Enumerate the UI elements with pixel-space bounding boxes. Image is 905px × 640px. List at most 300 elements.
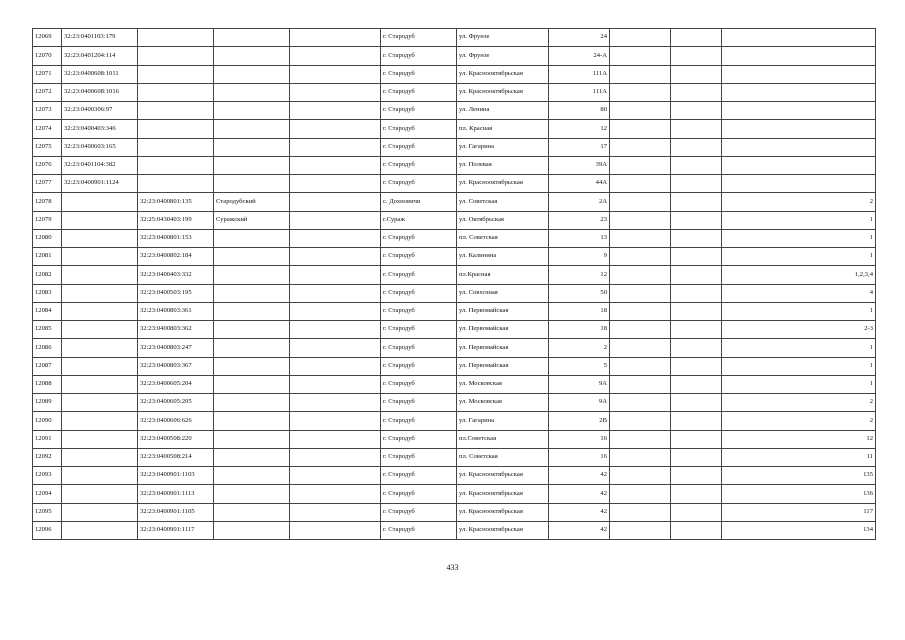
cadastral-number-alt-cell	[138, 83, 214, 101]
premises-number-cell: 11	[722, 448, 876, 466]
extra-cell-3	[671, 284, 722, 302]
cadastral-number-alt-cell: 32:23:0400801:153	[138, 229, 214, 247]
district-cell	[214, 248, 290, 266]
extra-cell	[290, 193, 381, 211]
house-number-cell: 80	[549, 102, 610, 120]
extra-cell	[290, 302, 381, 320]
premises-number-cell	[722, 156, 876, 174]
extra-cell	[290, 503, 381, 521]
street-cell: ул. Ленина	[457, 102, 549, 120]
cadastral-number-cell	[62, 339, 138, 357]
settlement-cell: г. Стародуб	[381, 339, 457, 357]
row-index-cell: 12094	[33, 485, 62, 503]
street-cell: ул. Краснооктябрьская	[457, 65, 549, 83]
cadastral-number-alt-cell	[138, 65, 214, 83]
district-cell	[214, 47, 290, 65]
extra-cell	[290, 284, 381, 302]
settlement-cell: г. Стародуб	[381, 357, 457, 375]
table-row	[33, 302, 876, 320]
house-number-cell: 18	[549, 302, 610, 320]
row-index-cell: 12092	[33, 448, 62, 466]
cadastral-number-alt-cell: 32:23:0400605:205	[138, 394, 214, 412]
house-number-cell: 5	[549, 357, 610, 375]
extra-cell	[290, 430, 381, 448]
row-index-cell: 12086	[33, 339, 62, 357]
row-index-cell: 12083	[33, 284, 62, 302]
extra-cell	[290, 175, 381, 193]
district-cell	[214, 521, 290, 539]
settlement-cell: г. Стародуб	[381, 375, 457, 393]
street-cell: ул. Советская	[457, 193, 549, 211]
district-cell	[214, 229, 290, 247]
extra-cell-3	[671, 193, 722, 211]
cadastral-number-cell	[62, 467, 138, 485]
district-cell: Стародубский	[214, 193, 290, 211]
house-number-cell: 24	[549, 29, 610, 47]
register-table	[32, 28, 876, 540]
settlement-cell: г. Стародуб	[381, 175, 457, 193]
house-number-cell: 42	[549, 467, 610, 485]
extra-cell	[290, 102, 381, 120]
settlement-cell: г. Стародуб	[381, 266, 457, 284]
district-cell	[214, 284, 290, 302]
cadastral-number-alt-cell: 32:23:0400803:362	[138, 321, 214, 339]
settlement-cell: г. Стародуб	[381, 120, 457, 138]
house-number-cell: 12	[549, 266, 610, 284]
house-number-cell: 18	[549, 321, 610, 339]
extra-cell	[290, 120, 381, 138]
extra-cell	[290, 412, 381, 430]
table-row	[33, 467, 876, 485]
extra-cell	[290, 248, 381, 266]
street-cell: пл.Красная	[457, 266, 549, 284]
extra-cell	[290, 321, 381, 339]
table-row	[33, 394, 876, 412]
street-cell: ул. Краснооктябрьская	[457, 503, 549, 521]
extra-cell-2	[610, 339, 671, 357]
cadastral-number-cell: 32:23:0401103:179	[62, 29, 138, 47]
settlement-cell: г. Стародуб	[381, 65, 457, 83]
settlement-cell: г. Стародуб	[381, 321, 457, 339]
extra-cell-2	[610, 29, 671, 47]
row-index-cell: 12095	[33, 503, 62, 521]
street-cell: ул. Краснооктябрьская	[457, 521, 549, 539]
cadastral-number-cell: 32:23:0400608:1011	[62, 65, 138, 83]
extra-cell-3	[671, 302, 722, 320]
cadastral-number-cell: 32:23:0401204:114	[62, 47, 138, 65]
cadastral-number-alt-cell: 32:23:0400803:367	[138, 357, 214, 375]
row-index-cell: 12078	[33, 193, 62, 211]
street-cell: ул. Первомайская	[457, 357, 549, 375]
street-cell: ул. Октябрьская	[457, 211, 549, 229]
premises-number-cell: 1	[722, 302, 876, 320]
extra-cell-2	[610, 193, 671, 211]
extra-cell-2	[610, 430, 671, 448]
extra-cell	[290, 448, 381, 466]
table-row	[33, 229, 876, 247]
extra-cell	[290, 83, 381, 101]
house-number-cell: 9А	[549, 375, 610, 393]
cadastral-number-cell	[62, 193, 138, 211]
district-cell	[214, 430, 290, 448]
table-row	[33, 448, 876, 466]
row-index-cell: 12084	[33, 302, 62, 320]
settlement-cell: г. Стародуб	[381, 156, 457, 174]
house-number-cell: 23	[549, 211, 610, 229]
cadastral-number-cell: 32:23:0400306:97	[62, 102, 138, 120]
cadastral-number-alt-cell	[138, 138, 214, 156]
house-number-cell: 2А	[549, 193, 610, 211]
cadastral-number-alt-cell: 32:23:0400803:247	[138, 339, 214, 357]
extra-cell	[290, 375, 381, 393]
house-number-cell: 42	[549, 485, 610, 503]
row-index-cell: 12089	[33, 394, 62, 412]
street-cell: ул. Калинина	[457, 248, 549, 266]
extra-cell-3	[671, 485, 722, 503]
register-table-body	[33, 29, 876, 540]
extra-cell-3	[671, 248, 722, 266]
cadastral-number-alt-cell: 32:23:0400508:214	[138, 448, 214, 466]
premises-number-cell: 1	[722, 375, 876, 393]
settlement-cell: г. Стародуб	[381, 138, 457, 156]
extra-cell-3	[671, 375, 722, 393]
row-index-cell: 12073	[33, 102, 62, 120]
table-row	[33, 430, 876, 448]
extra-cell-3	[671, 448, 722, 466]
extra-cell-2	[610, 467, 671, 485]
row-index-cell: 12080	[33, 229, 62, 247]
district-cell	[214, 138, 290, 156]
premises-number-cell: 135	[722, 467, 876, 485]
extra-cell-3	[671, 47, 722, 65]
extra-cell-2	[610, 138, 671, 156]
settlement-cell: г. Стародуб	[381, 284, 457, 302]
settlement-cell: г. Стародуб	[381, 394, 457, 412]
row-index-cell: 12087	[33, 357, 62, 375]
cadastral-number-alt-cell: 32:23:0400605:204	[138, 375, 214, 393]
premises-number-cell: 2-3	[722, 321, 876, 339]
cadastral-number-cell	[62, 284, 138, 302]
extra-cell-3	[671, 229, 722, 247]
settlement-cell: г. Стародуб	[381, 503, 457, 521]
street-cell: пл. Красная	[457, 120, 549, 138]
cadastral-number-alt-cell	[138, 175, 214, 193]
settlement-cell: г.Сураж	[381, 211, 457, 229]
cadastral-number-alt-cell: 32:23:0400803:361	[138, 302, 214, 320]
settlement-cell: г. Стародуб	[381, 248, 457, 266]
house-number-cell: 16	[549, 448, 610, 466]
house-number-cell: 2В	[549, 412, 610, 430]
cadastral-number-alt-cell: 32:23:0400403:332	[138, 266, 214, 284]
cadastral-number-cell	[62, 375, 138, 393]
extra-cell-2	[610, 503, 671, 521]
page-number: 433	[446, 563, 459, 572]
premises-number-cell: 2	[722, 412, 876, 430]
extra-cell-2	[610, 302, 671, 320]
district-cell	[214, 357, 290, 375]
street-cell: ул. Первомайская	[457, 339, 549, 357]
row-index-cell: 12091	[33, 430, 62, 448]
table-row	[33, 211, 876, 229]
extra-cell-3	[671, 430, 722, 448]
extra-cell-3	[671, 412, 722, 430]
house-number-cell: 9	[549, 248, 610, 266]
extra-cell-2	[610, 266, 671, 284]
row-index-cell: 12077	[33, 175, 62, 193]
settlement-cell: г. Стародуб	[381, 302, 457, 320]
district-cell	[214, 302, 290, 320]
extra-cell-2	[610, 321, 671, 339]
street-cell: ул. Первомайская	[457, 302, 549, 320]
street-cell: ул. Краснооктябрьская	[457, 467, 549, 485]
cadastral-number-alt-cell	[138, 29, 214, 47]
table-row	[33, 248, 876, 266]
extra-cell	[290, 211, 381, 229]
extra-cell-2	[610, 394, 671, 412]
extra-cell-3	[671, 83, 722, 101]
table-row	[33, 138, 876, 156]
settlement-cell: г. Стародуб	[381, 47, 457, 65]
house-number-cell: 111А	[549, 65, 610, 83]
street-cell: ул. Гагарина	[457, 412, 549, 430]
cadastral-number-alt-cell	[138, 47, 214, 65]
house-number-cell: 13	[549, 229, 610, 247]
extra-cell	[290, 29, 381, 47]
house-number-cell: 42	[549, 503, 610, 521]
district-cell	[214, 266, 290, 284]
extra-cell-2	[610, 412, 671, 430]
row-index-cell: 12085	[33, 321, 62, 339]
table-row	[33, 357, 876, 375]
cadastral-number-cell	[62, 248, 138, 266]
street-cell: ул. Совхозная	[457, 284, 549, 302]
cadastral-number-cell	[62, 211, 138, 229]
house-number-cell: 44А	[549, 175, 610, 193]
street-cell: ул. Фрунзе	[457, 29, 549, 47]
district-cell: Суражский	[214, 211, 290, 229]
street-cell: ул. Краснооктябрьская	[457, 175, 549, 193]
row-index-cell: 12088	[33, 375, 62, 393]
premises-number-cell: 12	[722, 430, 876, 448]
table-row	[33, 193, 876, 211]
extra-cell-3	[671, 321, 722, 339]
district-cell	[214, 321, 290, 339]
district-cell	[214, 503, 290, 521]
premises-number-cell	[722, 47, 876, 65]
street-cell: ул. Гагарина	[457, 138, 549, 156]
district-cell	[214, 448, 290, 466]
cadastral-number-cell: 32:23:0401104:382	[62, 156, 138, 174]
cadastral-number-cell	[62, 266, 138, 284]
house-number-cell: 50	[549, 284, 610, 302]
district-cell	[214, 339, 290, 357]
table-row	[33, 284, 876, 302]
extra-cell-2	[610, 211, 671, 229]
extra-cell	[290, 65, 381, 83]
premises-number-cell	[722, 102, 876, 120]
extra-cell-2	[610, 175, 671, 193]
extra-cell-2	[610, 120, 671, 138]
cadastral-number-cell	[62, 302, 138, 320]
district-cell	[214, 83, 290, 101]
cadastral-number-cell	[62, 394, 138, 412]
premises-number-cell: 2	[722, 193, 876, 211]
settlement-cell: г. Стародуб	[381, 521, 457, 539]
extra-cell-3	[671, 521, 722, 539]
premises-number-cell: 2	[722, 394, 876, 412]
house-number-cell: 2	[549, 339, 610, 357]
extra-cell-2	[610, 375, 671, 393]
extra-cell-2	[610, 248, 671, 266]
cadastral-number-cell	[62, 503, 138, 521]
extra-cell	[290, 156, 381, 174]
district-cell	[214, 467, 290, 485]
row-index-cell: 12090	[33, 412, 62, 430]
cadastral-number-cell: 32:23:0400403:346	[62, 120, 138, 138]
house-number-cell: 17	[549, 138, 610, 156]
cadastral-number-cell	[62, 412, 138, 430]
premises-number-cell: 1	[722, 211, 876, 229]
extra-cell-2	[610, 521, 671, 539]
street-cell: пл. Советская	[457, 229, 549, 247]
district-cell	[214, 412, 290, 430]
settlement-cell: г. Стародуб	[381, 229, 457, 247]
table-row	[33, 29, 876, 47]
settlement-cell: г. Стародуб	[381, 467, 457, 485]
settlement-cell: г. Стародуб	[381, 29, 457, 47]
extra-cell	[290, 266, 381, 284]
extra-cell	[290, 394, 381, 412]
extra-cell-3	[671, 503, 722, 521]
row-index-cell: 12071	[33, 65, 62, 83]
row-index-cell: 12093	[33, 467, 62, 485]
extra-cell-2	[610, 47, 671, 65]
row-index-cell: 12069	[33, 29, 62, 47]
table-row	[33, 175, 876, 193]
premises-number-cell: 1	[722, 248, 876, 266]
cadastral-number-cell	[62, 357, 138, 375]
row-index-cell: 12079	[33, 211, 62, 229]
extra-cell	[290, 47, 381, 65]
table-row	[33, 65, 876, 83]
row-index-cell: 12082	[33, 266, 62, 284]
settlement-cell: г. Стародуб	[381, 430, 457, 448]
row-index-cell: 12076	[33, 156, 62, 174]
row-index-cell: 12074	[33, 120, 62, 138]
district-cell	[214, 485, 290, 503]
settlement-cell: г. Стародуб	[381, 485, 457, 503]
table-row	[33, 375, 876, 393]
extra-cell-2	[610, 284, 671, 302]
extra-cell-3	[671, 138, 722, 156]
premises-number-cell	[722, 29, 876, 47]
settlement-cell: г. Стародуб	[381, 83, 457, 101]
extra-cell	[290, 485, 381, 503]
extra-cell	[290, 138, 381, 156]
district-cell	[214, 120, 290, 138]
premises-number-cell: 136	[722, 485, 876, 503]
cadastral-number-alt-cell: 32:23:0400508:220	[138, 430, 214, 448]
extra-cell-3	[671, 65, 722, 83]
extra-cell-2	[610, 485, 671, 503]
extra-cell-2	[610, 357, 671, 375]
cadastral-number-alt-cell: 32:25:0430403:199	[138, 211, 214, 229]
street-cell: ул. Московская	[457, 375, 549, 393]
table-row	[33, 102, 876, 120]
street-cell: пл.Советская	[457, 430, 549, 448]
extra-cell-2	[610, 229, 671, 247]
cadastral-number-cell	[62, 229, 138, 247]
table-row	[33, 83, 876, 101]
premises-number-cell	[722, 138, 876, 156]
settlement-cell: г. Стародуб	[381, 448, 457, 466]
table-row	[33, 266, 876, 284]
premises-number-cell: 117	[722, 503, 876, 521]
house-number-cell: 39А	[549, 156, 610, 174]
premises-number-cell	[722, 65, 876, 83]
district-cell	[214, 156, 290, 174]
street-cell: ул. Краснооктябрьская	[457, 485, 549, 503]
extra-cell-3	[671, 394, 722, 412]
table-row	[33, 412, 876, 430]
house-number-cell: 9А	[549, 394, 610, 412]
cadastral-number-alt-cell: 32:23:0400802:184	[138, 248, 214, 266]
extra-cell-3	[671, 102, 722, 120]
street-cell: ул. Первомайская	[457, 321, 549, 339]
premises-number-cell: 1	[722, 229, 876, 247]
extra-cell-3	[671, 357, 722, 375]
extra-cell-2	[610, 83, 671, 101]
cadastral-number-alt-cell: 32:23:0400901:1117	[138, 521, 214, 539]
street-cell: пл. Советская	[457, 448, 549, 466]
cadastral-number-alt-cell: 32:23:0400901:1113	[138, 485, 214, 503]
extra-cell	[290, 339, 381, 357]
district-cell	[214, 375, 290, 393]
extra-cell	[290, 357, 381, 375]
settlement-cell: г. Стародуб	[381, 412, 457, 430]
cadastral-number-alt-cell	[138, 120, 214, 138]
cadastral-number-alt-cell: 32:23:0400901:1105	[138, 503, 214, 521]
table-row	[33, 521, 876, 539]
house-number-cell: 16	[549, 430, 610, 448]
premises-number-cell	[722, 175, 876, 193]
extra-cell-3	[671, 29, 722, 47]
premises-number-cell	[722, 120, 876, 138]
table-row	[33, 503, 876, 521]
cadastral-number-cell	[62, 485, 138, 503]
street-cell: ул. Московская	[457, 394, 549, 412]
district-cell	[214, 65, 290, 83]
extra-cell-3	[671, 156, 722, 174]
row-index-cell: 12070	[33, 47, 62, 65]
cadastral-number-cell	[62, 448, 138, 466]
district-cell	[214, 102, 290, 120]
cadastral-number-alt-cell: 32:23:0400901:1103	[138, 467, 214, 485]
cadastral-number-cell	[62, 321, 138, 339]
premises-number-cell: 1	[722, 339, 876, 357]
premises-number-cell: 134	[722, 521, 876, 539]
table-row	[33, 156, 876, 174]
extra-cell-2	[610, 156, 671, 174]
house-number-cell: 42	[549, 521, 610, 539]
table-row	[33, 47, 876, 65]
extra-cell-3	[671, 175, 722, 193]
table-row	[33, 321, 876, 339]
extra-cell-3	[671, 211, 722, 229]
settlement-cell: г. Стародуб	[381, 102, 457, 120]
cadastral-number-cell	[62, 430, 138, 448]
extra-cell	[290, 467, 381, 485]
